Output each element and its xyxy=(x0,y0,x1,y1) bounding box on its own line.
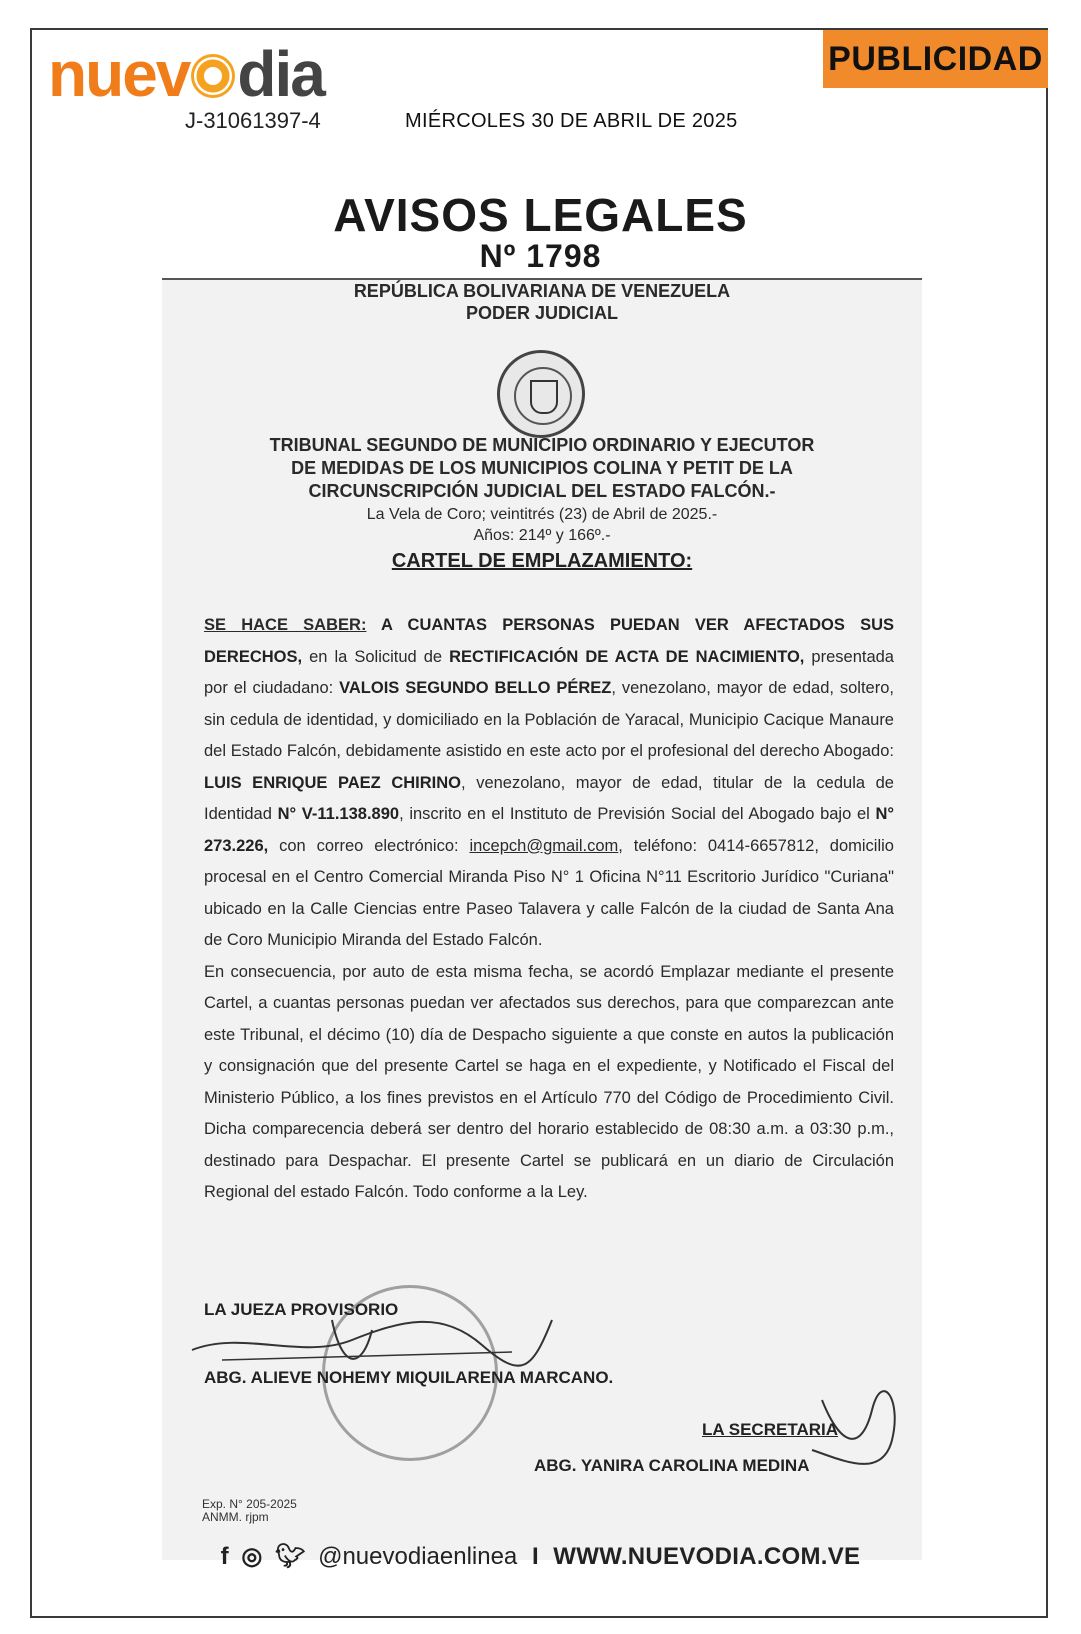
publicidad-badge: PUBLICIDAD xyxy=(823,30,1048,88)
text-2: presentada por el ciudadano: xyxy=(204,647,894,697)
page-title: AVISOS LEGALES xyxy=(333,189,748,241)
cartel-body xyxy=(204,610,894,1209)
facebook-icon[interactable]: f xyxy=(220,1543,229,1570)
tribunal-line-2: DE MEDIDAS DE LOS MUNICIPIOS COLINA Y PETIT DE LA xyxy=(291,458,793,478)
website-link[interactable]: WWW.NUEVODIA.COM.VE xyxy=(553,1543,861,1570)
text-5: , inscrito en el Instituto de Previsión Social del Abogado bajo el xyxy=(399,805,876,823)
twitter-icon[interactable]: 🐦︎ xyxy=(274,1543,306,1570)
logo-text-left: nuev xyxy=(48,38,190,110)
bold-lawyer: LUIS ENRIQUE PAEZ CHIRINO xyxy=(204,773,462,792)
text-4: , venezolano, mayor de edad, titular de la cedula de Identidad xyxy=(204,773,894,823)
expedient-number: Exp. N° 205-2025 xyxy=(202,1497,297,1511)
footer-separator: I xyxy=(531,1543,539,1570)
republic-heading: REPÚBLICA BOLIVARIANA DE VENEZUELA xyxy=(353,281,731,301)
footer xyxy=(0,1542,1081,1571)
publication-date: MIÉRCOLES 30 DE ABRIL DE 2025 xyxy=(405,110,738,132)
se-hace-saber: SE HACE SABER: xyxy=(204,616,367,634)
secretary-title: LA SECRETARIA xyxy=(702,1420,838,1439)
paragraph-1 xyxy=(204,610,894,957)
paragraph-2: En consecuencia, por auto de esta misma fecha, se acordó Emplazar mediante el presente Cartel, a cuantas personas puedan ver afectados sus derechos, para que comparezcan ante este Tribunal, el décimo (10) día de Despacho siguiente a que conste en autos la publicación y consignación que del presente Cartel se haga en el expediente, y Notificado el Fiscal del Ministerio Público, a los fines previstos en el Artículo 770 del Código de Procedimiento Civil. Dicha comparecencia deberá ser dentro del horario establecido de 08:30 a.m. a 03:30 p.m., destinado para Despachar. El presente Cartel se publicará en un diario de Circulación Regional del estado Falcón. Todo conforme a la Ley. xyxy=(204,962,894,1201)
email-link[interactable]: incepch@gmail.com xyxy=(469,836,619,855)
instagram-icon[interactable]: ◎ xyxy=(241,1543,263,1570)
poder-heading: PODER JUDICIAL xyxy=(465,303,618,323)
bold-id: N° V-11.138.890 xyxy=(277,805,400,823)
tribunal-line-3: CIRCUNSCRIPCIÓN JUDICIAL DEL ESTADO FALCÓN.- xyxy=(308,481,776,501)
social-handle[interactable]: @nuevodiaenlinea xyxy=(318,1543,518,1570)
text-7: , teléfono: 0414-6657812, domicilio procesal en el Centro Comercial Miranda Piso N° 1 Oficina N°11 Escritorio Jurídico "Curiana" ubicado en la Calle Ciencias entre Paseo Talavera y calle Falcón de la ciudad de Santa Ana de Coro Municipio Miranda del Estado Falcón. xyxy=(204,836,894,949)
text-1: en la Solicitud de xyxy=(302,647,450,666)
scanned-document xyxy=(162,278,922,1560)
tribunal-line-1: TRIBUNAL SEGUNDO DE MUNICIPIO ORDINARIO Y EJECUTOR xyxy=(269,435,815,455)
bold-ipsa: N° 273.226, xyxy=(204,805,895,855)
logo-text-right: dia xyxy=(237,38,324,110)
notice-number: Nº 1798 xyxy=(479,238,602,274)
newspaper-logo xyxy=(48,38,324,110)
secretary-name: ABG. YANIRA CAROLINA MEDINA xyxy=(534,1456,810,1475)
initials: ANMM. rjpm xyxy=(202,1510,269,1524)
file-reference xyxy=(202,1498,297,1524)
judge-title: LA JUEZA PROVISORIO xyxy=(204,1300,399,1319)
rif-number: J-31061397-4 xyxy=(185,108,321,133)
place-date: La Vela de Coro; veintitrés (23) de Abril de 2025.- xyxy=(366,506,718,523)
sun-logo-icon xyxy=(191,54,235,98)
text-6: con correo electrónico: xyxy=(268,836,470,855)
years-line: Años: 214º y 166º.- xyxy=(473,527,611,544)
bold-affected: A CUANTAS PERSONAS PUEDAN VER AFECTADOS SUS DERECHOS, xyxy=(204,616,894,666)
coat-of-arms-seal-icon xyxy=(497,350,585,438)
bold-request: RECTIFICACIÓN DE ACTA DE NACIMIENTO, xyxy=(449,647,805,666)
judge-name: ABG. ALIEVE NOHEMY MIQUILARENA MARCANO. xyxy=(204,1368,614,1387)
text-3: , venezolano, mayor de edad, soltero, sin cedula de identidad, y domiciliado en la Población de Yaracal, Municipio Cacique Manaure del Estado Falcón, debidamente asistido en este acto por el profesional del derecho Abogado: xyxy=(204,679,894,760)
bold-applicant: VALOIS SEGUNDO BELLO PÉREZ xyxy=(339,679,612,697)
cartel-title: CARTEL DE EMPLAZAMIENTO: xyxy=(391,550,693,572)
